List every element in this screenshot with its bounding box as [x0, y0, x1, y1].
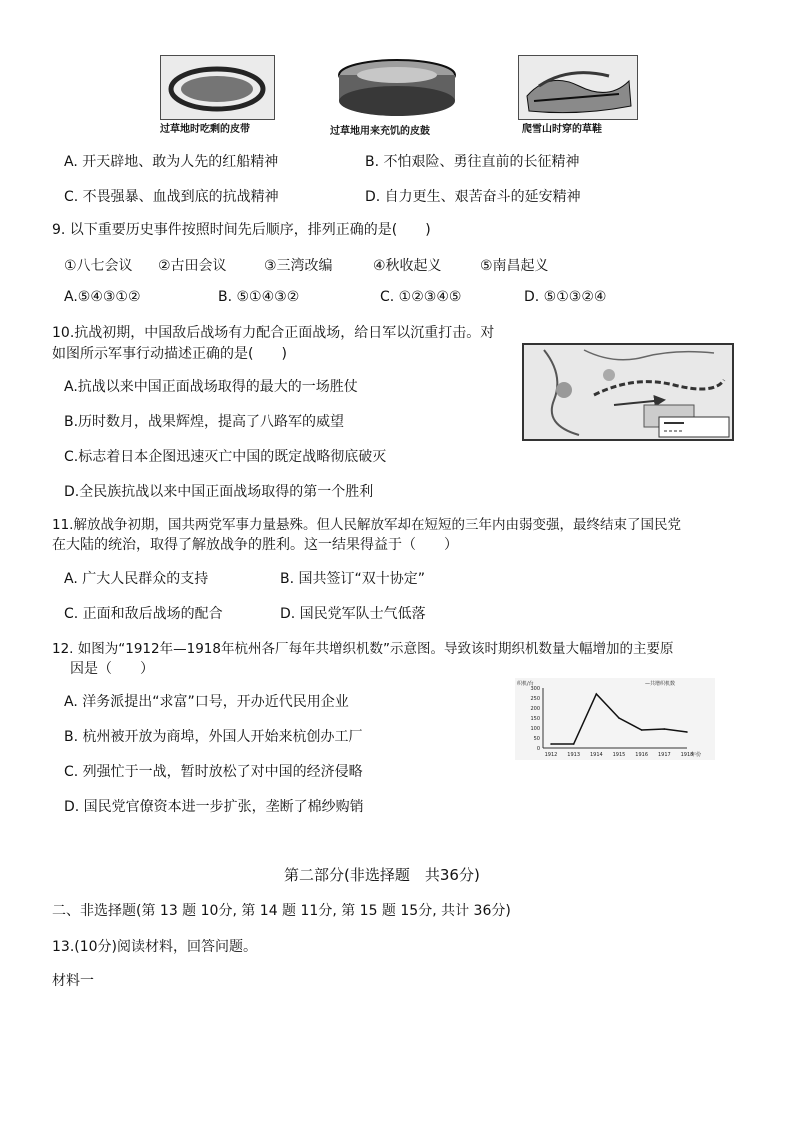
data-point-0	[550, 743, 552, 745]
x-tick-label-3: 1915	[612, 752, 626, 758]
caption-sandals: 爬雪山时穿的草鞋	[522, 124, 602, 135]
q11-stem-line1: 11.解放战争初期，国共两党军事力量悬殊。但人民解放军却在短短的三年内由弱变强，最终结束了国民党	[52, 517, 681, 533]
q8-option-b: B. 不怕艰险、勇往直前的长征精神	[365, 154, 580, 170]
q9-event-3: ③三湾改编	[264, 258, 333, 274]
photo-sandals	[518, 55, 638, 120]
y-tick-label-4: 200	[530, 706, 540, 712]
y-axis-label: 织机/台	[517, 681, 534, 687]
caption-belt: 过草地时吃剩的皮带	[160, 124, 250, 135]
data-point-1	[573, 743, 575, 745]
y-tick-label-5: 250	[530, 696, 540, 702]
x-tick-label-6: 1918	[680, 752, 694, 758]
q9-option-c: C. ①②③④⑤	[380, 289, 462, 305]
data-point-6	[686, 731, 688, 733]
q12-stem-line2: 因是（ ）	[70, 661, 154, 677]
photo-drum	[333, 55, 461, 118]
drum-illustration	[333, 55, 461, 118]
q11-option-d: D. 国民党军队士气低落	[280, 606, 426, 622]
q12-option-a: A. 洋务派提出“求富”口号，开办近代民用企业	[64, 694, 349, 710]
q9-event-5: ⑤南昌起义	[480, 258, 549, 274]
photo-belt	[160, 55, 275, 120]
q12-stem-line1: 12. 如图为“1912年—1918年杭州各厂每年共增织机数”示意图。导致该时期织机数量大幅增加的主要原	[52, 641, 674, 657]
part2-heading: 二、非选择题(第 13 题 10分, 第 14 题 11分, 第 15 题 15分, 共计 36分)	[52, 903, 511, 919]
x-tick-label-1: 1913	[567, 752, 581, 758]
q10-option-a: A.抗战以来中国正面战场取得的最大的一场胜仗	[64, 379, 358, 395]
legend-entry: —共增织机数	[645, 681, 676, 687]
q9-event-4: ④秋收起义	[373, 258, 442, 274]
y-tick-label-2: 100	[530, 726, 540, 732]
q8-option-c: C. 不畏强暴、血战到底的抗战精神	[64, 189, 279, 205]
q10-stem-line2: 如图所示军事行动描述正确的是( )	[52, 346, 287, 362]
q11-stem-line2: 在大陆的统治，取得了解放战争的胜利。这一结果得益于（ ）	[52, 537, 458, 553]
q9-event-2: ②古田会议	[158, 258, 227, 274]
battle-map-drawing	[524, 345, 732, 439]
belt-illustration	[161, 56, 274, 119]
q10-option-c: C.标志着日本企图迅速灭亡中国的既定战略彻底破灭	[64, 449, 387, 465]
q9-stem: 9. 以下重要历史事件按照时间先后顺序，排列正确的是( )	[52, 222, 431, 238]
data-point-4	[641, 729, 643, 731]
q9-option-b: B. ⑤①④③②	[218, 289, 300, 305]
q12-option-b: B. 杭州被开放为商埠，外国人开始来杭创办工厂	[64, 729, 363, 745]
x-axis-unit: 年份	[691, 752, 702, 758]
y-tick-label-0: 0	[536, 746, 540, 752]
loom-chart	[515, 678, 715, 760]
loom-chart-svg	[515, 678, 715, 760]
y-tick-label-3: 150	[530, 716, 540, 722]
sandals-illustration	[519, 56, 637, 119]
caption-drum: 过草地用来充饥的皮鼓	[330, 126, 430, 137]
x-tick-label-4: 1916	[635, 752, 649, 758]
y-tick-label-6: 300	[530, 686, 540, 692]
q11-option-a: A. 广大人民群众的支持	[64, 571, 209, 587]
part2-title: 第二部分(非选择题 共36分)	[284, 866, 480, 884]
q10-stem-line1: 10.抗战初期，中国敌后战场有力配合正面战场，给日军以沉重打击。对	[52, 325, 495, 341]
q10-option-b: B.历时数月，战果辉煌，提高了八路军的威望	[64, 414, 345, 430]
q9-option-a: A.⑤④③①②	[64, 289, 141, 305]
q8-option-a: A. 开天辟地、敢为人先的红船精神	[64, 154, 279, 170]
battle-map	[522, 343, 734, 441]
data-point-3	[618, 717, 620, 719]
material-1-label: 材料一	[52, 973, 94, 989]
q11-option-b: B. 国共签订“双十协定”	[280, 571, 426, 587]
x-tick-label-5: 1917	[657, 752, 671, 758]
x-tick-label-0: 1912	[544, 752, 558, 758]
q9-option-d: D. ⑤①③②④	[524, 289, 607, 305]
q12-option-c: C. 列强忙于一战，暂时放松了对中国的经济侵略	[64, 764, 363, 780]
data-point-5	[664, 728, 666, 730]
q13-stem: 13.(10分)阅读材料，回答问题。	[52, 939, 258, 955]
y-tick-label-1: 50	[533, 736, 540, 742]
data-point-2	[596, 693, 598, 695]
q8-option-d: D. 自力更生、艰苦奋斗的延安精神	[365, 189, 581, 205]
q11-option-c: C. 正面和敌后战场的配合	[64, 606, 223, 622]
q9-event-1: ①八七会议	[64, 258, 133, 274]
q10-option-d: D.全民族抗战以来中国正面战场取得的第一个胜利	[64, 484, 374, 500]
q12-option-d: D. 国民党官僚资本进一步扩张，垄断了棉纱购销	[64, 799, 364, 815]
x-tick-label-2: 1914	[589, 752, 603, 758]
